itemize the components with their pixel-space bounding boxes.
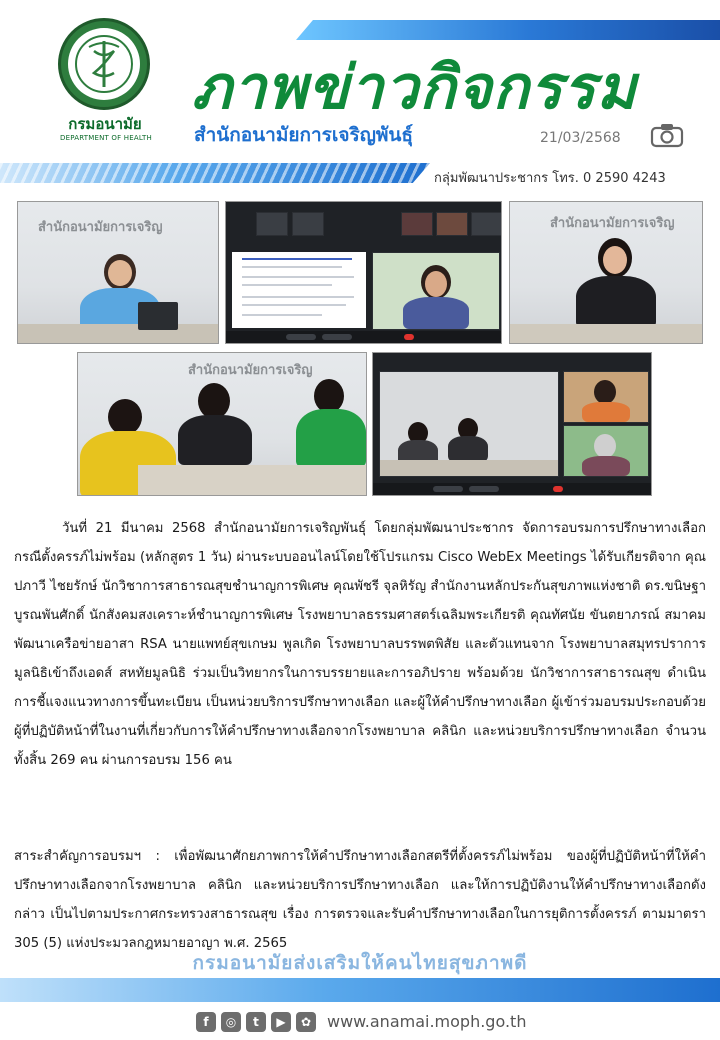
header-band-pattern — [0, 163, 430, 183]
news-paragraph-summary: สาระสำคัญการอบรมฯ : เพื่อพัฒนาศักยภาพการให้คำปรึกษาทางเลือกสตรีที่ตั้งครรภ์ไม่พร้อม ของผู้ที่ปฏิบัติหน้าที่ให้คำปรึกษาทางเลือกจากโรงพยาบาล คลินิก และหน่วยบริการปรึกษาทางเลือก และให้การปฏิบัติงานให้คำปรึกษาทางเลือกดังกล่าว เป็นไปตามประกาศกระทรวงสาธารณสุข เรื่อง การตรวจและรับคำปรึกษาทางเลือกในการยุติการตั้งครรภ์ ตามมาตรา 305 (5) แห่งประมวลกฎหมายอาญา พ.ศ. 2565 — [14, 849, 706, 951]
person-head — [314, 379, 344, 413]
person-head — [108, 399, 142, 435]
footer-slogan: กรมอนามัยส่งเสริมให้คนไทยสุขภาพดี — [192, 952, 528, 974]
table — [138, 465, 367, 496]
participant-video — [563, 371, 649, 423]
video-tile — [401, 212, 433, 236]
group-contact: กลุ่มพัฒนาประชากร โทร. 0 2590 4243 — [434, 171, 666, 186]
photo-speaker-blue — [17, 201, 219, 344]
line-icon[interactable]: ✿ — [296, 1012, 316, 1032]
meeting-controls — [226, 331, 501, 343]
logo-text-th: กรมอนามัย — [68, 115, 142, 133]
photo-webex-gallery — [372, 352, 652, 496]
header-stripe — [296, 20, 720, 40]
participant-video — [563, 425, 649, 477]
footer-band — [0, 978, 720, 1002]
photo-panel-discussion — [77, 352, 367, 496]
website-link[interactable]: www.anamai.moph.go.th — [327, 1012, 527, 1031]
person-body — [576, 276, 656, 328]
twitter-icon[interactable]: t — [246, 1012, 266, 1032]
youtube-icon[interactable]: ▶ — [271, 1012, 291, 1032]
photo-speaker-black — [509, 201, 703, 344]
messenger-icon[interactable]: ◎ — [221, 1012, 241, 1032]
news-paragraph-main: วันที่ 21 มีนาคม 2568 สำนักอนามัยการเจริญพันธุ์ โดยกลุ่มพัฒนาประชากร จัดการอบรมการปรึกษาทางเลือกกรณีตั้งครรภ์ไม่พร้อม (หลักสูตร 1 วัน) ผ่านระบบออนไลน์โดยใช้โปรแกรม Cisco WebEx Meetings ได้รับเกียรติจาก คุณปภาวี ไชยรักษ์ นักวิชาการสาธารณสุขชำนาญการพิเศษ คุณพัชรี จุลหิรัญ สำนักงานหลักประกันสุขภาพแห่งชาติ ดร.ขนิษฐา บูรณพันศักดิ์ นักสังคมสงเคราะห์ชำนาญการพิเศษ โรงพยาบาลธรรมศาสตร์เฉลิมพระเกียรติ คุณทัศนัย ขันตยาภรณ์ สมาคมพัฒนาเครือข่ายอาสา RSA นายแพทย์สุขเกษม พูลเกิด โรงพยาบาลบรรพตพิสัย และตัวแทนจาก โรงพยาบาลสมุทรปราการ มูลนิธิเข้าถึงเอดส์ สหทัยมูลนิธิ ร่วมเป็นวิทยากรในการบรรยายและการอภิปราย พร้อมด้วย นักวิชาการสาธารณสุข ดำเนินการชี้แจงแนวทางการขึ้นทะเบียน เป็นหน่วยบริการปรึกษาทางเลือก และผู้ให้คำปรึกษาทางเลือก ผู้เข้าร่วมอบรมประกอบด้วยผู้ที่ปฏิบัติหน้าที่ในงานที่เกี่ยวกับการให้คำปรึกษาทางเลือกจากโรงพยาบาล คลินิก และหน่วยบริการปรึกษาทางเลือก จำนวนทั้งสิ้น 269 คน ผ่านการอบรม 156 คน — [14, 521, 706, 768]
wall-sign-text: สำนักอนามัยการเจริญ — [550, 216, 675, 231]
photo-webex-screen — [225, 201, 502, 344]
person-body — [296, 409, 366, 467]
person-face — [603, 246, 627, 274]
table — [18, 324, 219, 344]
logo-text-en: DEPARTMENT OF HEALTH — [60, 134, 152, 142]
laptop — [138, 302, 178, 330]
video-tile — [292, 212, 324, 236]
facebook-icon[interactable]: f — [196, 1012, 216, 1032]
department-subtitle: สำนักอนามัยการเจริญพันธุ์ — [194, 124, 413, 146]
video-tile — [436, 212, 468, 236]
person-head — [198, 383, 230, 419]
news-date: 21/03/2568 — [540, 130, 621, 146]
camera-icon — [650, 122, 684, 152]
shared-document — [232, 252, 366, 328]
speaker-video — [372, 252, 500, 330]
meeting-controls — [373, 483, 651, 495]
wall-sign-text: สำนักอนามัยการเจริญ — [38, 220, 163, 235]
video-tile — [471, 212, 502, 236]
table — [510, 324, 703, 344]
video-tile — [256, 212, 288, 236]
person-body — [178, 415, 252, 465]
page-title: ภาพข่าวกิจกรรม — [192, 53, 638, 123]
person-face — [108, 260, 132, 286]
wall-sign-text: สำนักอนามัยการเจริญ — [188, 363, 313, 378]
room-video — [379, 371, 559, 477]
ministry-logo — [58, 18, 150, 110]
